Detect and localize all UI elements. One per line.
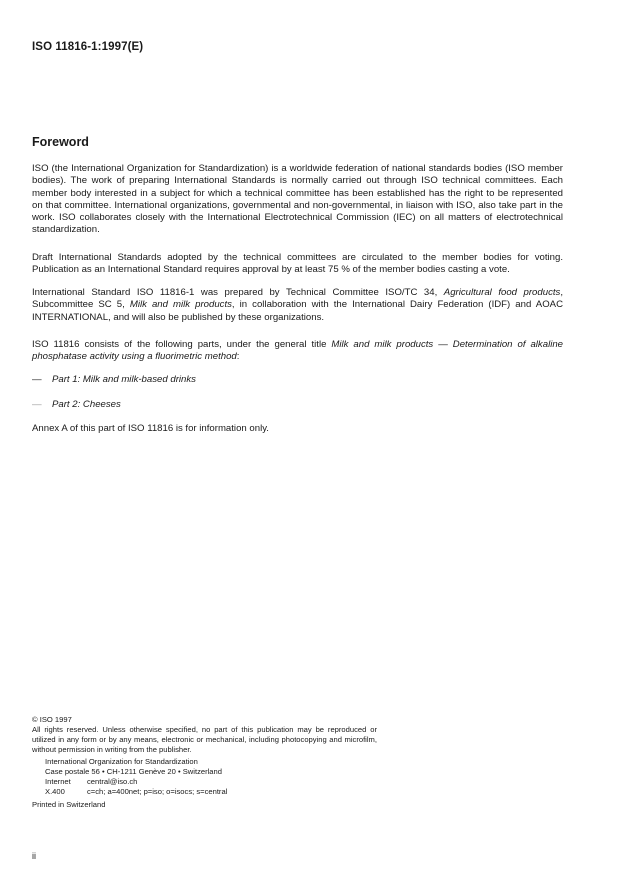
- paragraph-text: :: [236, 351, 240, 363]
- foreword-paragraph-4: [32, 339, 563, 364]
- foreword-paragraph-5: Annex A of this part of ISO 11816 is for information only.: [32, 423, 269, 434]
- subcommittee-title: Milk and milk products: [129, 299, 232, 311]
- publisher-address: [32, 757, 392, 797]
- printed-in: Printed in Switzerland: [32, 800, 106, 809]
- x400-label: X.400: [45, 787, 65, 796]
- x400-value: c=ch; a=400net; p=iso; o=isocs; s=central: [87, 787, 228, 796]
- list-dash: —: [32, 399, 42, 410]
- page-number: ii: [32, 851, 36, 861]
- committee-title: Agricultural food products: [443, 287, 561, 298]
- part-title: Part 1: Milk and milk-based drinks: [52, 374, 196, 385]
- general-title: Milk and milk products — Determination of alkaline phosphatase activity using a fluorimetric method: [32, 339, 563, 363]
- postal-address: Case postale 56 • CH-1211 Genève 20 • Switzerland: [45, 767, 222, 776]
- internet-contact: [45, 777, 392, 787]
- organization-name: International Organization for Standardization: [45, 757, 198, 766]
- paragraph-text: International Standard ISO 11816-1 was prepared by Technical Committee ISO/TC 34,: [32, 287, 444, 298]
- copyright-block: [32, 715, 392, 810]
- paragraph-text: , Subcommittee SC 5,: [32, 287, 563, 311]
- list-item: [32, 374, 196, 386]
- part-title: Part 2: Cheeses: [52, 399, 121, 410]
- internet-value: central@iso.ch: [87, 777, 138, 786]
- rights-statement: All rights reserved. Unless otherwise specified, no part of this publication may be reproduced or utilized in any form or by any means, electronic or mechanical, including photocopying and microfilm, without permission in writing from the publisher.: [32, 725, 377, 754]
- foreword-heading: Foreword: [32, 135, 89, 149]
- copyright-notice: © ISO 1997: [32, 715, 72, 724]
- list-dash: —: [32, 374, 42, 385]
- x400-contact: [45, 787, 392, 797]
- list-item: [32, 399, 121, 411]
- foreword-paragraph-3: [32, 287, 563, 324]
- paragraph-text: ISO 11816 consists of the following parts, under the general title: [32, 339, 332, 350]
- foreword-paragraph-1: ISO (the International Organization for Standardization) is a worldwide federation of national standards bodies (ISO member bodies). The work of preparing International Standards is normally carried out through ISO technical committees. Each member body interested in a subject for which a technical committee has been established has the right to be represented on that committee. International organizations, governmental and non-governmental, in liaison with ISO, also take part in the work. ISO collaborates closely with the International Electrotechnical Commission (IEC) on all matters of electrotechnical standardization.: [32, 163, 563, 236]
- paragraph-text: , in collaboration with the International Dairy Federation (IDF) and AOAC INTERNATIONAL, and will also be published by these organizations.: [32, 299, 563, 323]
- document-id: ISO 11816-1:1997(E): [32, 41, 144, 53]
- internet-label: Internet: [45, 777, 71, 786]
- foreword-paragraph-2: Draft International Standards adopted by the technical committees are circulated to the member bodies for voting. Publication as an International Standard requires approval by at least 75 % of the member bodies casting a vote.: [32, 252, 563, 276]
